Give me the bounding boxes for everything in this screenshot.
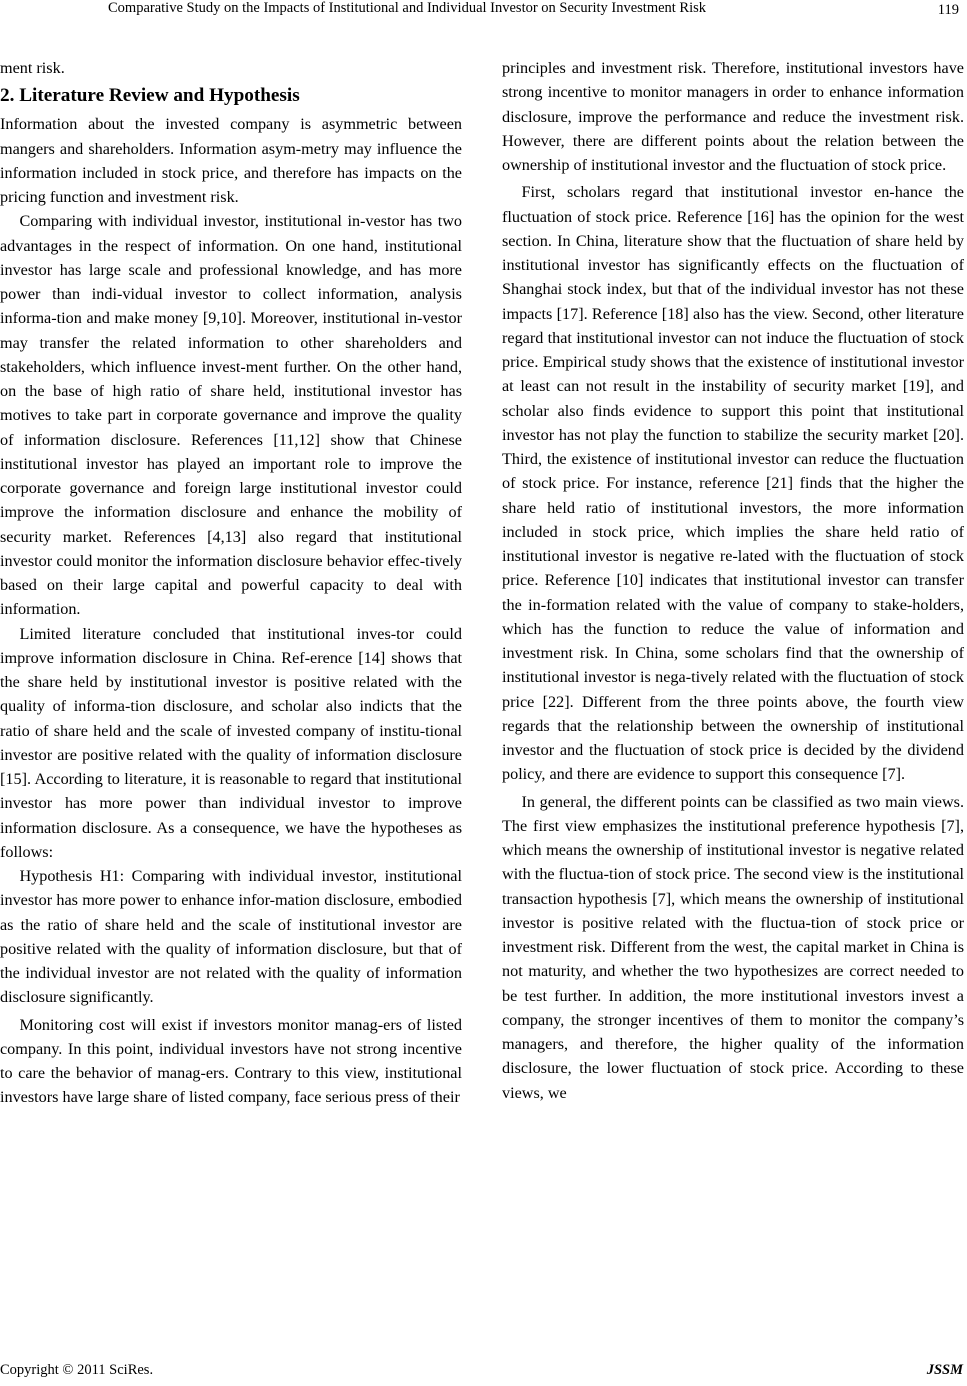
paragraph: Comparing with individual investor, institutional in-vestor has two advantages in the respect of information. On one hand, institutional investor has large scale and professional knowledge, and has more power than indi-vidual investor to collect information, analysis informa-tion and make money [9,10]. Moreover, institutional in-vestor may transfer the related information to other shareholders and stakeholders, which influence invest-ment further. On the other hand, on the base of high ratio of share held, institutional investor has motives to take part in corporate governance and improve the quality of information disclosure. References [11,12] show that Chinese institutional investor has played an important role to improve the corporate governance and foreign large institutional investor could improve the information disclosure and enhance the mobility of security market. References [4,13] also regard that institutional investor could monitor the information disclosure behavior effec-tively based on their large capital and powerful capacity to deal with information. bbox=[0, 212, 462, 619]
journal-name: JSSM bbox=[926, 1362, 963, 1378]
continued-text: ment risk. bbox=[0, 59, 65, 77]
left-column bbox=[0, 56, 462, 1110]
copyright: Copyright © 2011 SciRes. bbox=[0, 1362, 154, 1378]
paragraph: Information about the invested company is asymmetric between mangers and shareholders. Information asym-metry may influence the information included in stock price, and therefore has impacts on the pricing function and investment risk. bbox=[0, 115, 462, 206]
running-title: Comparative Study on the Impacts of Institutional and Individual Investor on Security Investment Risk bbox=[108, 0, 707, 16]
right-column bbox=[502, 56, 964, 1105]
running-header bbox=[0, 0, 967, 26]
paragraph: First, scholars regard that institutional investor en-hance the fluctuation of stock price. Reference [16] has the opinion for the west section. In China, literature show that the fluctuation of share held by institutional investor has significantly effects on the fluctuation of Shanghai stock index, but that of the individual investor has not these impacts [17]. Reference [18] also has the view. Second, other literature regard that institutional investor can not induce the fluctuation of stock price. Empirical study shows that the existence of institutional investor at least can not result in the instability of security market [19], and scholar also finds evidence to support this point that institutional investor has not play the function to stabilize the security market [20]. Third, the existence of institutional investor can reduce the fluctuation of stock price. For instance, reference [21] finds that the higher the share held ratio of institutional investors, the more information included in stock price, which implies the share held ratio of institutional investor is negative re-lated with the fluctuation of stock price. Reference [10] indicates that institutional investor can transfer the in-formation related with the value of company to stake-holders, which has the function to reduce the value of information and investment risk. In China, some scholars find that the ownership of institutional investor is nega-tively related with the fluctuation of stock price [22]. Different from the three points above, the fourth view regards that the relationship between the ownership of institutional investor and the fluctuation of stock price is decided by the dividend policy, and there are evidence to support this consequence [7]. bbox=[502, 183, 964, 784]
page-number: 119 bbox=[937, 2, 959, 18]
paragraph: In general, the different points can be classified as two main views. The first view emphasizes the institutional preference hypothesis [7], which means the ownership of institutional investor is negative related with the fluctua-tion of stock price. The second view is the institutional transaction hypothesis [7], which means the ownership of institutional investor is positive related with the fluctua-tion of stock price or investment risk. Different from the west, the capital market in China is not maturity, and whether the two hypothesizes are correct needed to be test further. In addition, the more institutional investors invest a company, the stronger incentives of them to monitor the company’s managers, and therefore, the higher quality of the information disclosure, the lower fluctuation of stock price. According to these views, we bbox=[502, 792, 964, 1102]
section-heading: 2. Literature Review and Hypothesis bbox=[0, 85, 300, 107]
hypothesis-paragraph: Hypothesis H1: Comparing with individual investor, institutional investor has more power to enhance infor-mation disclosure, embodied as the ratio of share held and the scale of institutional investor are positive related with the quality of information disclosure, but that of the individual investor are not related with the quality of information disclosure significantly. bbox=[0, 867, 462, 1007]
paragraph: Monitoring cost will exist if investors monitor manag-ers of listed company. In this point, individual investors have not strong incentive to care the behavior of manag-ers. Contrary to this view, institutional investors have large share of listed company, face serious press of their bbox=[0, 1015, 462, 1107]
paragraph: principles and investment risk. Therefore, institutional investors have strong incentive to monitor managers in order to enhance information disclosure, improve the performance and reduce the investment risk. However, there are different points about the relation between the ownership of institutional investor and the fluctuation of stock price. bbox=[502, 59, 964, 174]
paragraph: Limited literature concluded that institutional inves-tor could improve information disclosure in China. Ref-erence [14] shows that the share held by institutional investor is positive related with the quality of informa-tion disclosure, and scholar also indicts that the ratio of share held and the scale of invested company of institu-tional investor are positive related with the quality of information disclosure [15]. According to literature, it is reasonable to regard that institutional investor has more power than individual investor to improve information disclosure. As a consequence, we have the hypotheses as follows: bbox=[0, 624, 462, 861]
